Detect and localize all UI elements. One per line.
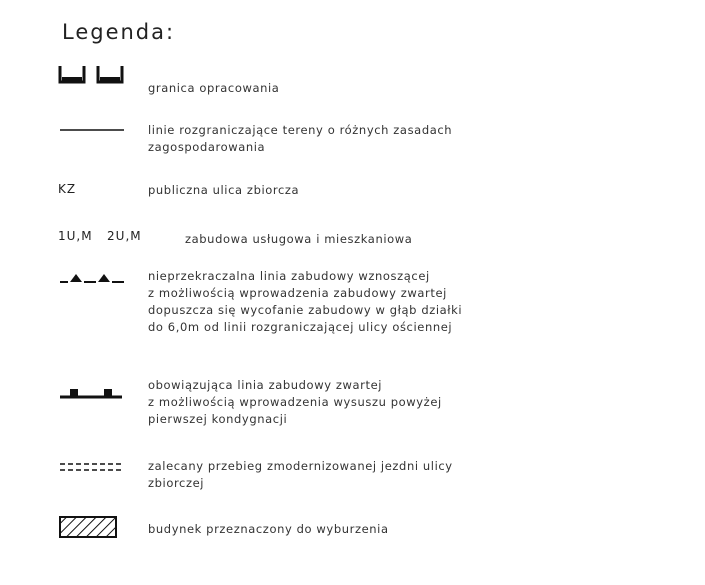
legend-code: KZ <box>58 182 77 196</box>
legend-title: Legenda: <box>62 20 176 44</box>
dashed-triangle-line-icon <box>58 270 128 288</box>
boundary-brackets-icon <box>58 62 128 88</box>
solid-block-line-icon <box>58 383 128 403</box>
double-dashed-line-icon <box>58 460 128 476</box>
legend-item-label: zabudowa usługowa i mieszkaniowa <box>185 232 413 246</box>
thin-line-icon <box>58 122 128 136</box>
legend-item-label: granica opracowania <box>148 81 280 95</box>
legend-item-label: budynek przeznaczony do wyburzenia <box>148 522 389 536</box>
legend-item-label: zalecany przebieg zmodernizowanej jezdni ulicy zbiorczej <box>148 459 453 490</box>
legend-item-label: nieprzekraczalna linia zabudowy wznoszącej z możliwością wprowadzenia zabudowy zwartej dopuszcza się wycofanie zabudowy w głąb działki do 6,0m od linii rozgraniczającej ulicy ościennej <box>148 269 463 334</box>
legend-item-label: obowiązująca linia zabudowy zwartej z możliwością wprowadzenia wysuszu powyżej pierwszej kondygnacji <box>148 378 442 426</box>
legend-code: 1U,M 2U,M <box>58 229 142 243</box>
legend-item-label: publiczna ulica zbiorcza <box>148 183 300 197</box>
legend-item-label: linie rozgraniczające tereny o różnych zasadach zagospodarowania <box>148 123 453 154</box>
hatched-rectangle-icon <box>58 515 128 541</box>
